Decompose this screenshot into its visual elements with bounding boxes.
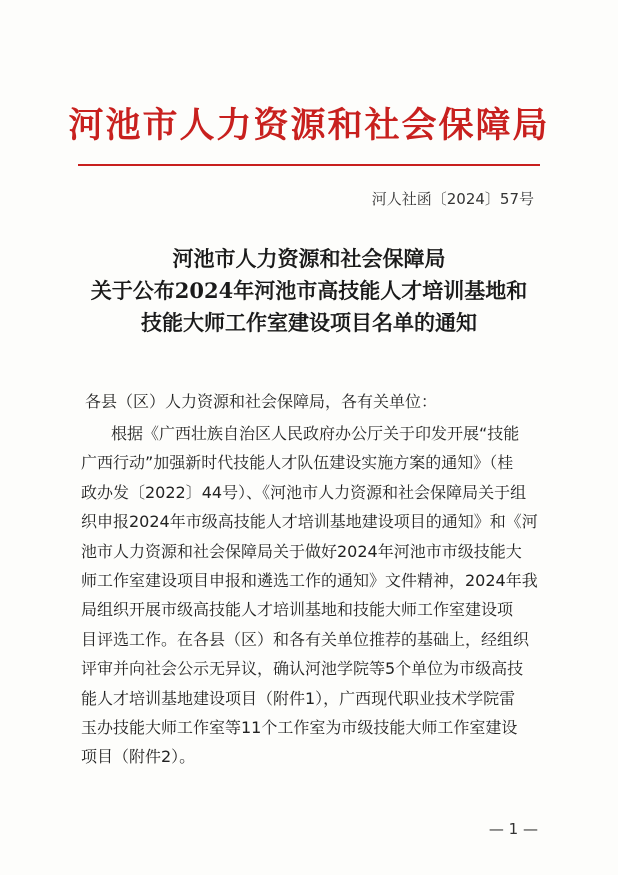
- body-paragraph: [81, 419, 541, 772]
- body-line: 项目（附件2）。: [81, 747, 196, 767]
- body-line: 评审并向社会公示无异议，确认河池学院等5个单位为市级高技: [81, 659, 524, 679]
- body-line: 局组织开展市级高技能人才培训基地和技能大师工作室建设项: [81, 600, 514, 620]
- body-line: 玉办技能大师工作室等11个工作室为市级技能大师工作室建设: [81, 718, 518, 738]
- body-line: 织申报2024年市级高技能人才培训基地建设项目的通知》和《河: [81, 512, 538, 532]
- body-line: 能人才培训基地建设项目（附件1），广西现代职业技术学院雷: [81, 688, 516, 708]
- body-line: 师工作室建设项目申报和遴选工作的通知》文件精神，2024年我: [81, 571, 538, 591]
- body-line: 广西行动”加强新时代技能人才队伍建设实施方案的通知》（桂: [81, 453, 514, 473]
- page-number: — 1 —: [488, 820, 538, 838]
- document-title: [0, 243, 618, 339]
- body-line: 池市人力资源和社会保障局关于做好2024年河池市市级技能大: [81, 541, 522, 561]
- title-line: 关于公布2024年河池市高技能人才培训基地和: [90, 278, 528, 303]
- red-divider-line: [78, 164, 540, 166]
- document-number: 河人社函〔2024〕57号: [371, 190, 534, 208]
- body-line: 政办发〔2022〕44号）、《河池市人力资源和社会保障局关于组: [81, 482, 527, 502]
- agency-header: 河池市人力资源和社会保障局: [68, 105, 550, 146]
- salutation: 各县（区）人力资源和社会保障局，各有关单位：: [85, 392, 438, 411]
- body-line: 根据《广西壮族自治区人民政府办公厅关于印发开展“技能: [111, 424, 520, 443]
- body-line: 目评选工作。在各县（区）和各有关单位推荐的基础上，经组织: [81, 629, 530, 649]
- title-line: 河池市人力资源和社会保障局: [172, 246, 446, 271]
- title-line: 技能大师工作室建设项目名单的通知: [141, 310, 477, 335]
